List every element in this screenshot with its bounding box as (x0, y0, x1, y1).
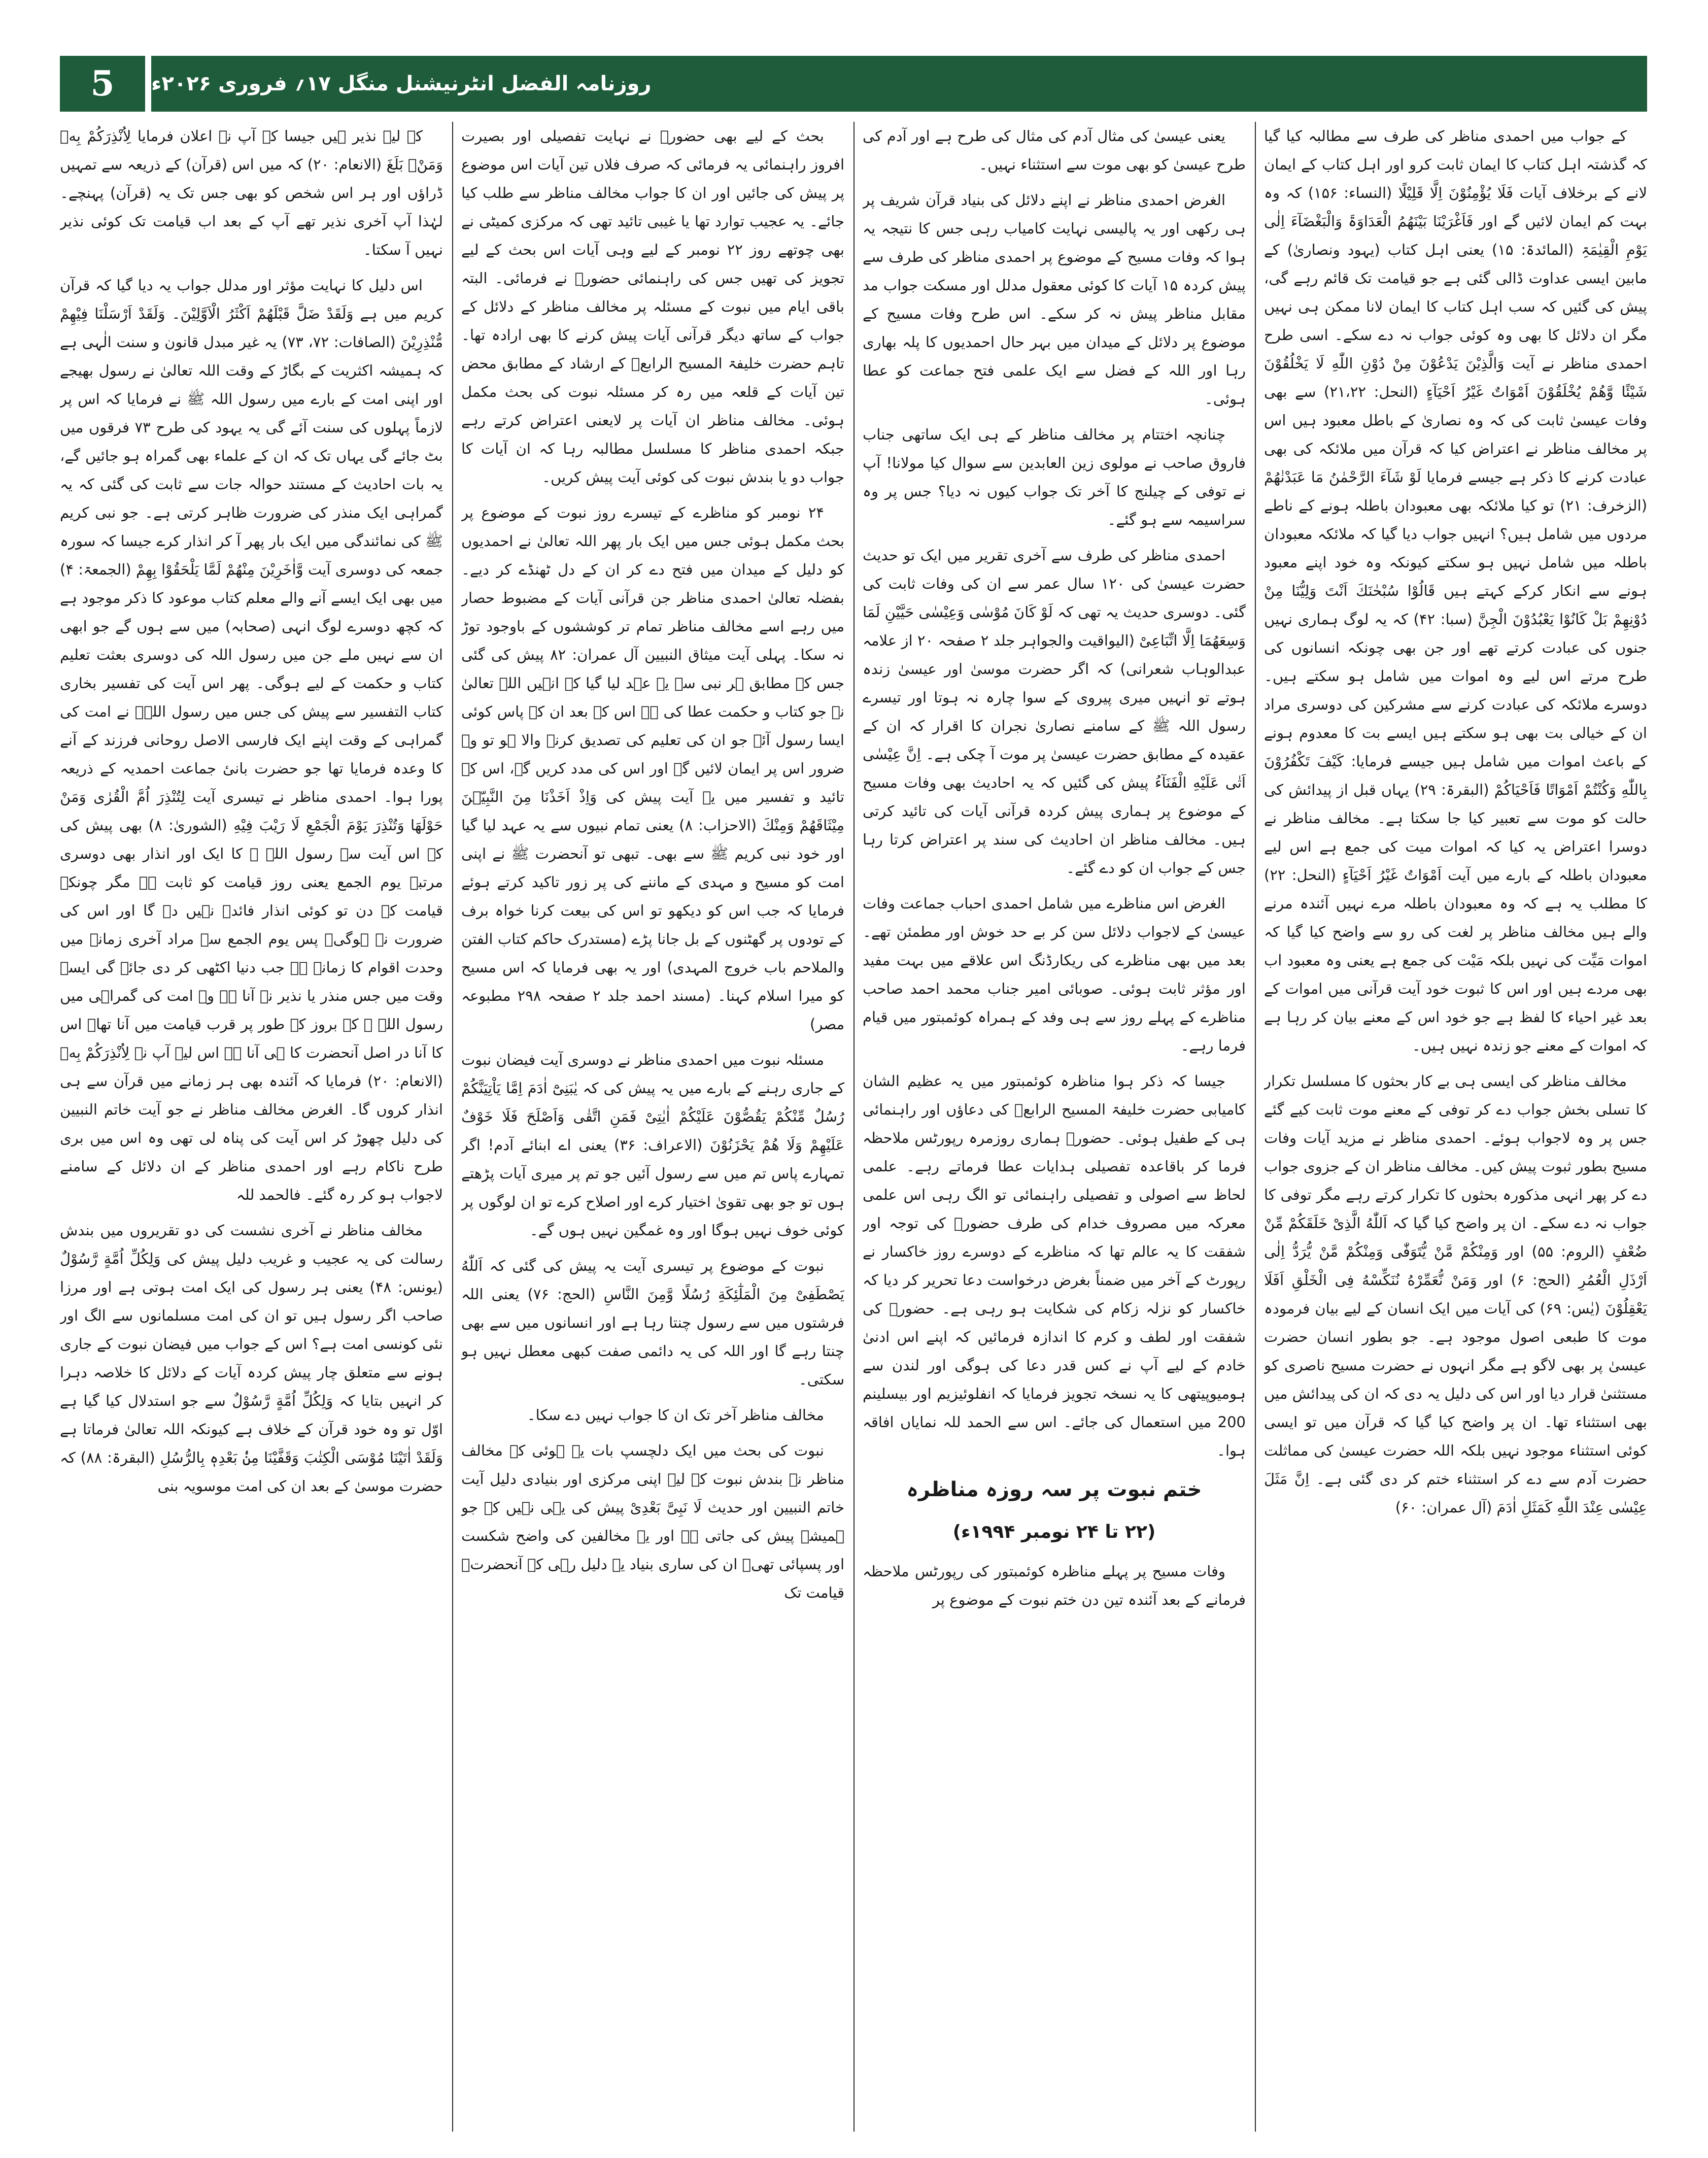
paragraph: بحث کے لیے بھی حضورؒ نے نہایت تفصیلی اور بصیرت افروز راہنمائی یہ فرمائی کہ صرف فلاں تین آیات اس موضوع پر پیش کی جائیں اور ان کا جواب مخالف مناظر سے طلب کیا جائے۔ یہ عجیب توارد تھا یا غیبی تائید تھی کہ مرکزی کمیٹی نے بھی چوتھے روز ۲۲ نومبر کے لیے وہی آیات اس بحث کے لیے تجویز کی تھیں جس کی راہنمائی حضورؒ نے فرمائی۔ البتہ باقی ایام میں نبوت کے مسئلہ پر مخالف مناظر کے دلائل کے جواب کے ساتھ دیگر قرآنی آیات پیش کرنے کا بھی ارادہ تھا۔ تاہم حضرت خلیفۃ المسیح الرابعؒ کے ارشاد کے مطابق محض تین آیات کے قلعہ میں رہ کر مسئلہ نبوت کی بحث مکمل ہوئی۔ مخالف مناظر ان آیات پر لایعنی اعتراض کرتے رہے جبکہ احمدی مناظر کا مسلسل مطالبہ رہا کہ ان آیات کا جواب دو یا بندش نبوت کی کوئی آیت پیش کریں۔ (461, 127, 844, 486)
paragraph: کے جواب میں احمدی مناظر کی طرف سے مطالبہ کیا گیا کہ گذشتہ اہل کتاب کا ایمان ثابت کرو اور اہل کتاب کے ایمان لانے کے برخلاف آیات فَلَا یُؤْمِنُوْنَ اِلَّا قَلِیْلًا (النساء: ۱۵۶) کہ وہ بہت کم ایمان لائیں گے اور فَاَغْرَیْنَا بَیْنَهُمُ الْعَدَاوَۃَ وَالْبَغْضَآءَ اِلٰی یَوْمِ الْقِیٰمَۃِ (المائدۃ: ۱۵) یعنی اہل کتاب (یہود ونصاریٰ) کے مابین ایسی عداوت ڈالی گئی ہے جو قیامت تک قائم رہے گی، پیش کی گئیں کہ سب اہل کتاب کا ایمان لانا ممکن ہی نہیں مگر ان دلائل کا بھی وہ کوئی جواب نہ دے سکے۔ اسی طرح احمدی مناظر نے آیت وَالَّذِیْنَ یَدْعُوْنَ مِنْ دُوْنِ اللّٰهِ لَا یَخْلُقُوْنَ شَیْئًا وَّهُمْ یُخْلَقُوْنَ اَمْوَاتٌ غَیْرُ اَحْیَآءٍ (النحل: ۲۱،۲۲) سے بھی وفات عیسیٰ ثابت کی کہ وہ نصاریٰ کے باطل معبود ہیں اس پر مخالف مناظر نے اعتراض کیا کہ قرآن میں ملائکہ کی بھی عبادت کرنے کا ذکر ہے جیسے فرمایا لَوْ شَآءَ الرَّحْمٰنُ مَا عَبَدْنٰهُمْ (الزخرف: ۲۱) تو کیا ملائکہ بھی معبودان باطلہ ہونے کے ناطے مردوں میں شامل ہیں؟ انہیں جواب دیا گیا کہ ملائکہ معبودان باطلہ میں شامل نہیں ہو سکتے کیونکہ وہ خود اپنے معبود ہونے سے انکار کرکے کہتے ہیں قَالُوْا سُبْحٰنَكَ اَنْتَ وَلِیُّنَا مِنْ دُوْنِهِمْ بَلْ كَانُوْا یَعْبُدُوْنَ الْجِنَّ (سبا: ۴۲) کہ یہ لوگ ہماری نہیں جنوں کی عبادت کرتے تھے اور جن بھی چونکہ انسانوں کی طرح مرتے اس لیے وہ اموات میں شامل ہو سکتے ہیں۔ دوسرے ملائکہ کی عبادت کرنے سے مشرکین کی دوسری مراد ان کے خیالی بت بھی ہو سکتے ہیں ایسے بت کا معدوم ہونے کے باعث اموات میں شامل ہیں جیسے فرمایا: كَیْفَ تَكْفُرُوْنَ بِاللّٰهِ وَكُنْتُمْ اَمْوَاتًا فَاَحْیَاكُمْ (البقرۃ: ۲۹) یہاں قبل از پیدائش کی حالت کو موت سے تعبیر کیا جا سکتا ہے۔ مخالف مناظر نے دوسرا اعتراض یہ کیا کہ اموات میت کی جمع ہے اس لیے معبودان باطلہ کے بارے میں آیت اَمْوَاتٌ غَیْرُ اَحْیَآءٍ (النحل: ۲۲) کا مطلب یہ ہے کہ وہ معبودان باطلہ مرے نہیں آئندہ مرنے والے ہیں مخالف مناظر پر لغت کی رو سے واضح کیا گیا کہ اموات مَیِّت کی نہیں بلکہ مَیْت کی جمع ہے یعنی وہ معبود اب بھی مردے ہیں اور اس کا ثبوت خود آیت قرآنی میں اموات کے بعد غیر احیاء کا لفظ ہے جو خود اس کے معنے بیان کر رہا ہے کہ اموات کے معنے جو زندہ نہیں ہیں۔ (1264, 127, 1647, 1054)
paragraph: نبوت کی بحث میں ایک دلچسپ بات یہ ہوئی کہ مخالف مناظر نے بندش نبوت کے لیے اپنی مرکزی اور بنیادی دلیل آیت خاتم النبیین اور حدیث لَا نَبِیَّ بَعْدِیْ پیش کی یہی نہیں کہ جو ہمیشہ پیش کی جاتی ہے اور یہ مخالفین کی واضح شکست اور پسپائی تھی۔ ان کی ساری بنیاد یہ دلیل رہی کہ آنحضرتؐ قیامت تک (461, 1442, 844, 1601)
page-number: 5 (60, 56, 145, 112)
paragraph: مخالف مناظر آخر تک ان کا جواب نہیں دے سکا۔ (527, 1406, 824, 1424)
paragraph: ۲۴ نومبر کو مناظرے کے تیسرے روز نبوت کے موضوع پر بحث مکمل ہوئی جس میں ایک بار پھر اللہ تعالیٰ نے احمدیوں کو دلیل کے میدان میں فتح دے کر ان کے دل ٹھنڈے کر دیے۔ بفضلہ تعالیٰ احمدی مناظر جن قرآنی آیات کے مضبوط حصار میں رہے اسے مخالف مناظر تمام تر کوششوں کے باوجود توڑ نہ سکا۔ پہلی آیت میثاق النبیین آل عمران: ۸۲ پیش کی گئی جس کے مطابق ہر نبی سے یہ عہد لیا گیا کہ انہیں اللہ تعالیٰ نے جو کتاب و حکمت عطا کی ہے اس کے بعد ان کے پاس کوئی ایسا رسول آئے جو ان کی تعلیم کی تصدیق کرنے والا ہو تو وہ ضرور اس پر ایمان لائیں گے اور اس کی مدد کریں گے، اس کے تائید و تفسیر میں یہ آیت پیش کی وَاِذْ اَخَذْنَا مِنَ النَّبِیّٖنَ مِیْثَاقَهُمْ وَمِنْكَ (الاحزاب: ۸) یعنی تمام نبیوں سے یہ عہد لیا گیا اور خود نبی کریم ﷺ سے بھی۔ تبھی تو آنحضرت ﷺ نے اپنی امت کو مسیح و مہدی کے ماننے کی پر زور تاکید کرتے ہوئے فرمایا کہ جب اس کو دیکھو تو اس کی بیعت کرنا خواہ برف کے تودوں پر گھٹنوں کے بل جانا پڑے (مستدرک حاکم کتاب الفتن والملاحم باب خروج المہدی) اور یہ بھی فرمایا کہ اس مسیح کو میرا اسلام کہنا۔ (مسند احمد جلد ۲ صفحہ ۲۹۸ مطبوعہ مصر) (461, 504, 844, 1033)
page-header (60, 56, 1647, 112)
paragraph: مخالف مناظر کی ایسی ہی بے کار بحثوں کا مسلسل تکرار کا تسلی بخش جواب دے کر توفی کے معنے موت ثابت کیے گئے جس پر وہ لاجواب ہوئے۔ احمدی مناظر نے مزید آیات وفات مسیح بطور ثبوت پیش کیں۔ مخالف مناظر ان کے جزوی جواب دے کر پھر انہی مذکورہ بحثوں کا تکرار کرتے رہے مگر توفی کا جواب نہ دے سکے۔ ان پر واضح کیا گیا کہ اَللّٰهُ الَّذِیْ خَلَقَكُمْ مِّنْ ضُعْفٍ (الروم: ۵۵) اور وَمِنْكُمْ مَّنْ یُّتَوَفّٰی وَمِنْكُمْ مَّنْ یُّرَدُّ اِلٰی اَرْذَلِ الْعُمُرِ (الحج: ۶) اور وَمَنْ نُّعَمِّرْهُ نُنَكِّسْهُ فِی الْخَلْقِ اَفَلَا یَعْقِلُوْنَ (یٰس: ۶۹) کی آیات میں ایک انسان کے لیے بیان فرمودہ موت کا طبعی اصول موجود ہے۔ جو بطور انسان حضرت عیسیٰ پر بھی لاگو ہے مگر انہوں نے حضرت مسیح ناصری کو مستثنیٰ قرار دیا اور اس کی دلیل یہ دی کہ ان کی پیدائش میں بھی استثناء تھا۔ ان پر واضح کیا گیا کہ قرآن میں تو ایسی کوئی استثناء موجود نہیں بلکہ اللہ حضرت عیسیٰ کی مماثلت حضرت آدم سے دے کر استثناء ختم کر دی گئی ہے۔ اِنَّ مَثَلَ عِیْسٰی عِنْدَ اللّٰهِ كَمَثَلِ اٰدَمَ (آل عمران: ۶۰) (1264, 1072, 1647, 1516)
column-divider (853, 122, 855, 2132)
paragraph: کے لیے نذیر ہیں جیسا کہ آپ نے اعلان فرمایا لِاُنْذِرَكُمْ بِهٖ وَمَنْۢ بَلَغَ (الانعام: ۲۰) کہ میں اس (قرآن) کے ذریعہ سے تمہیں ڈراؤں اور ہر اس شخص کو بھی جس تک یہ (قرآن) پہنچے۔ لہٰذا آپ آخری نذیر تھے آپ کے بعد اب قیامت تک کوئی نذیر نہیں آ سکتا۔ (60, 127, 443, 258)
paragraph: وفات مسیح پر پہلے مناظرہ کوئمبتور کی رپورٹس ملاحظہ فرمانے کے بعد آئندہ تین دن ختم نبوت کے موضوع پر (863, 1563, 1246, 1608)
paragraph: احمدی مناظر کی طرف سے آخری تقریر میں ایک تو حدیث حضرت عیسیٰ کی ۱۲۰ سال عمر سے ان کی وفات ثابت کی گئی۔ دوسری حدیث یہ تھی کہ لَوْ كَانَ مُوْسٰی وَعِیْسٰی حَیَّیْنِ لَمَا وَسِعَهُمَا اِلَّا اتِّبَاعِیْ (الیواقیت والجواہر جلد ۲ صفحہ ۲۰ از علامہ عبدالوہاب شعرانی) کہ اگر حضرت موسیٰ اور عیسیٰ زندہ ہوتے تو انہیں میری پیروی کے سوا چارہ نہ ہوتا اور تیسرے رسول اللہ ﷺ کے سامنے نصاریٰ نجران کا اقرار کہ ان کے عقیدہ کے مطابق حضرت عیسیٰ پر موت آ چکی ہے۔ اِنَّ عِیْسٰی اَتٰی عَلَیْهِ الْفَنَآءُ پیش کی گئیں کہ یہ احادیث بھی وفات مسیح کے موضوع پر ہماری پیش کردہ قرآنی آیات کی تائید کرتی ہیں۔ مخالف مناظر ان احادیث کی سند پر اعتراض کرتا رہا جس کے جواب ان کو دے گئے۔ (863, 547, 1246, 876)
column-4 (60, 122, 443, 2132)
paragraph: الغرض اس مناظرے میں شامل احمدی احباب جماعت وفات عیسیٰ کے لاجواب دلائل سن کر بے حد خوش اور مطمئن تھے۔ بعد میں بھی مناظرے کی ریکارڈنگ اس علاقے میں بہت مفید اور مؤثر ثابت ہوئی۔ صوبائی امیر جناب محمد احمد صاحب مناظرے کے پہلے روز سے ہی وفد کے ہمراہ کوئمبتور میں قیام فرما رہے۔ (863, 895, 1246, 1054)
column-2 (863, 122, 1246, 2132)
section-subheading: (۲۲ تا ۲۴ نومبر ۱۹۹۴ء) (952, 1522, 1156, 1542)
column-1 (1264, 122, 1647, 2132)
paragraph: مخالف مناظر نے آخری نشست کی دو تقریروں میں بندش رسالت کی یہ عجیب و غریب دلیل پیش کی وَلِكُلِّ اُمَّةٍ رَّسُوْلٌ (یونس: ۴۸) یعنی ہر رسول کی ایک امت ہوتی ہے اور مرزا صاحب اگر رسول ہیں تو ان کی امت مسلمانوں سے الگ اور نئی کونسی امت ہے؟ اس کے جواب میں فیضان نبوت کے جاری ہونے سے متعلق چار پیش کردہ آیات کے دلائل کا خلاصہ دہرا کر انہیں بتایا کہ وَلِكُلِّ اُمَّةٍ رَّسُوْلٌ سے جو استدلال کیا گیا ہے اوّل تو وہ خود قرآن کے خلاف ہے کیونکہ اللہ تعالیٰ فرماتا ہے وَلَقَدْ اٰتَیْنَا مُوْسَی الْكِتٰبَ وَقَفَّیْنَا مِنْۢ بَعْدِهٖ بِالرُّسُلِ (البقرۃ: ۸۸) کہ حضرت موسیٰ کے بعد ان کی امت موسویہ بنی (60, 1222, 443, 1495)
paragraph: نبوت کے موضوع پر تیسری آیت یہ پیش کی گئی کہ اَللّٰهُ یَصْطَفِیْ مِنَ الْمَلٰٓئِكَةِ رُسُلًا وَّمِنَ النَّاسِ (الحج: ۷۶) یعنی اللہ فرشتوں میں سے رسول چنتا رہا ہے اور انسانوں میں سے بھی چنتا رہے گا اور اللہ کی یہ دائمی صفت کبھی معطل نہیں ہو سکتی۔ (461, 1257, 844, 1388)
paragraph: الغرض احمدی مناظر نے اپنے دلائل کی بنیاد قرآن شریف پر ہی رکھی اور یہ پالیسی نہایت کامیاب رہی جس کا نتیجہ یہ ہوا کہ وفات مسیح کے موضوع پر احمدی مناظر کی طرف سے پیش کردہ ۱۵ آیات کا کوئی معقول مدلل اور مسکت جواب مد مقابل مناظر پیش نہ کر سکے۔ اس طرح وفات مسیح کے موضوع پر دلائل کے میدان میں بہر حال احمدیوں کا پلہ بھاری رہا اور اللہ کے فضل سے ایک علمی فتح جماعت کو عطا ہوئی۔ (863, 191, 1246, 408)
newspaper-title: روزنامہ الفضل انٹرنیشنل منگل ۱۷؍ فروری ۲۰۲۶ء (151, 72, 652, 95)
paragraph: اس دلیل کا نہایت مؤثر اور مدلل جواب یہ دیا گیا کہ قرآن کریم میں ہے وَلَقَدْ ضَلَّ قَبْلَهُمْ اَكْثَرُ الْاَوَّلِیْنَ۔ وَلَقَدْ اَرْسَلْنَا فِیْهِمْ مُّنْذِرِیْنَ (الصافات: ۷۲، ۷۳) یہ غیر مبدل قانون و سنت الٰہی ہے کہ ہمیشہ اکثریت کے بگاڑ کے وقت اللہ تعالیٰ نے رسول بھیجے اور اپنی امت کے بارے میں رسول اللہ ﷺ نے فرمایا کہ اس پر لازماً پہلوں کی سنت آئے گی یہ یہود کی طرح ۷۳ فرقوں میں بٹ جائے گی یہاں تک کہ ان کے علماء بھی گمراہ ہو جائیں گے، یہ بات احادیث کے مستند حوالہ جات سے ثابت کی گئی کہ یہ گمراہی ایک منذر کی ضرورت ظاہر کرتی ہے۔ جو نبی کریم ﷺ کی نمائندگی میں ایک بار پھر آ کر انذار کرے جیسا کہ سورہ جمعہ کی دوسری آیت وَّاٰخَرِیْنَ مِنْهُمْ لَمَّا یَلْحَقُوْا بِهِمْ (الجمعۃ: ۴) میں بھی ایک ایسے آنے والے معلم کتاب موعود کا ذکر موجود ہے کہ کچھ دوسرے لوگ انہی (صحابہ) میں سے ہوں گے جو ابھی ان سے نہیں ملے جن میں رسول اللہ کی دوسری بعثت تعلیم کتاب و حکمت کے لیے ہوگی۔ پھر اس آیت کی تفسیر بخاری کتاب التفسیر سے پیش کی جس میں رسول اللہؐ نے امت کی گمراہی کے وقت اپنے ایک فارسی الاصل روحانی فرزند کے آنے کا وعدہ فرمایا تھا جو حضرت بانیٔ جماعت احمدیہ کے ذریعہ پورا ہوا۔ احمدی مناظر نے تیسری آیت لِتُنْذِرَ اُمَّ الْقُرٰی وَمَنْ حَوْلَهَا وَتُنْذِرَ یَوْمَ الْجَمْعِ لَا رَیْبَ فِیْهِ (الشوریٰ: ۸) بھی پیش کی کہ اس آیت سے رسول اللہ ﷺ کا ایک اور انذار بھی دوسری مرتبہ یوم الجمع یعنی روز قیامت کو ثابت ہے مگر چونکہ قیامت کے دن تو کوئی انذار فائدہ نہیں دے گا اور اس کی ضرورت نہ ہوگی۔ پس یوم الجمع سے مراد آخری زمانہ میں وحدت اقوام کا زمانہ ہے جب دنیا اکٹھی کر دی جائے گی ایسے وقت میں جس منذر یا نذیر نے آنا ہے وہ امت کی گمراہی میں رسول اللہ ﷺ کے بروز کے طور پر قرب قیامت میں آنا تھا۔ اس کا آنا در اصل آنحضرت کا ہی آنا ہے اس لیے آپ نے لِاُنْذِرَكُمْ بِهٖ (الانعام: ۲۰) فرمایا کہ آئندہ بھی ہر زمانے میں قرآن سے ہی انذار کروں گا۔ الغرض مخالف مناظر نے جو آیت خاتم النبیین کی دلیل چھوڑ کر اس آیت کی پناہ لی تھی وہ اس میں بری طرح ناکام رہے اور احمدی مناظر کے ان دلائل کے سامنے لاجواب ہو کر رہ گئے۔ فالحمد للہ (60, 277, 443, 1203)
section-heading: ختم نبوت پر سہ روزہ مناظرہ (906, 1478, 1202, 1501)
column-divider (1255, 122, 1256, 2132)
newspaper-title-band (151, 56, 1647, 112)
paragraph: مسئلہ نبوت میں احمدی مناظر نے دوسری آیت فیضان نبوت کے جاری رہنے کے بارے میں یہ پیش کی کہ یٰبَنِیْٓ اٰدَمَ اِمَّا یَاْتِیَنَّكُمْ رُسُلٌ مِّنْكُمْ یَقُصُّوْنَ عَلَیْكُمْ اٰیٰتِیْ فَمَنِ اتَّقٰی وَاَصْلَحَ فَلَا خَوْفٌ عَلَیْهِمْ وَلَا هُمْ یَحْزَنُوْنَ (الاعراف: ۳۶) یعنی اے ابنائے آدم! اگر تمہارے پاس تم میں سے رسول آئیں جو تم پر میری آیات پڑھتے ہوں تو جو بھی تقویٰ اختیار کرے اور اصلاح کرے تو ان لوگوں پر کوئی خوف نہیں ہوگا اور وہ غمگین نہیں ہوں گے۔ (461, 1051, 844, 1239)
column-divider (452, 122, 453, 2132)
paragraph: چنانچہ اختتام پر مخالف مناظر کے ہی ایک ساتھی جناب فاروق صاحب نے مولوی زین العابدین سے سوال کیا مولانا! آپ نے توفی کے چیلنج کا آخر تک جواب کیوں نہ دیا؟ جس پر وہ سراسیمہ سے ہو گئے۔ (863, 426, 1246, 528)
column-3 (461, 122, 844, 2132)
paragraph: یعنی عیسیٰ کی مثال آدم کی مثال کی طرح ہے اور آدم کی طرح عیسیٰ کو بھی موت سے استثناء نہیں۔ (863, 127, 1246, 173)
paragraph: جیسا کہ ذکر ہوا مناظرہ کوئمبتور میں یہ عظیم الشان کامیابی حضرت خلیفۃ المسیح الرابعؒ کی دعاؤں اور راہنمائی ہی کے طفیل ہوئی۔ حضورؒ ہماری روزمرہ رپورٹس ملاحظہ فرما کر باقاعدہ تفصیلی ہدایات عطا فرماتے رہے۔ علمی لحاظ سے اصولی و تفصیلی راہنمائی تو الگ رہی اس علمی معرکہ میں مصروف خدام کی طرف حضورؒ کی توجہ اور شفقت کا یہ عالم تھا کہ مناظرے کے دوسرے روز خاکسار نے رپورٹ کے آخر میں ضمناً بغرض درخواست دعا تحریر کر دیا کہ خاکسار کو نزلہ زکام کی شکایت ہو رہی ہے۔ حضورؒ کی شفقت اور لطف و کرم کا اندازہ فرمائیں کہ اپنے اس ادنیٰ خادم کے لیے آپ نے کس قدر دعا کی ہوگی اور لندن سے ہومیوپیتھی کا یہ نسخہ تجویز فرمایا کہ انفلوئیزیم اور بیسلینم 200 میں استعمال کی جائے۔ اس سے الحمد للہ نمایاں افاقہ ہوا۔ (863, 1072, 1246, 1459)
